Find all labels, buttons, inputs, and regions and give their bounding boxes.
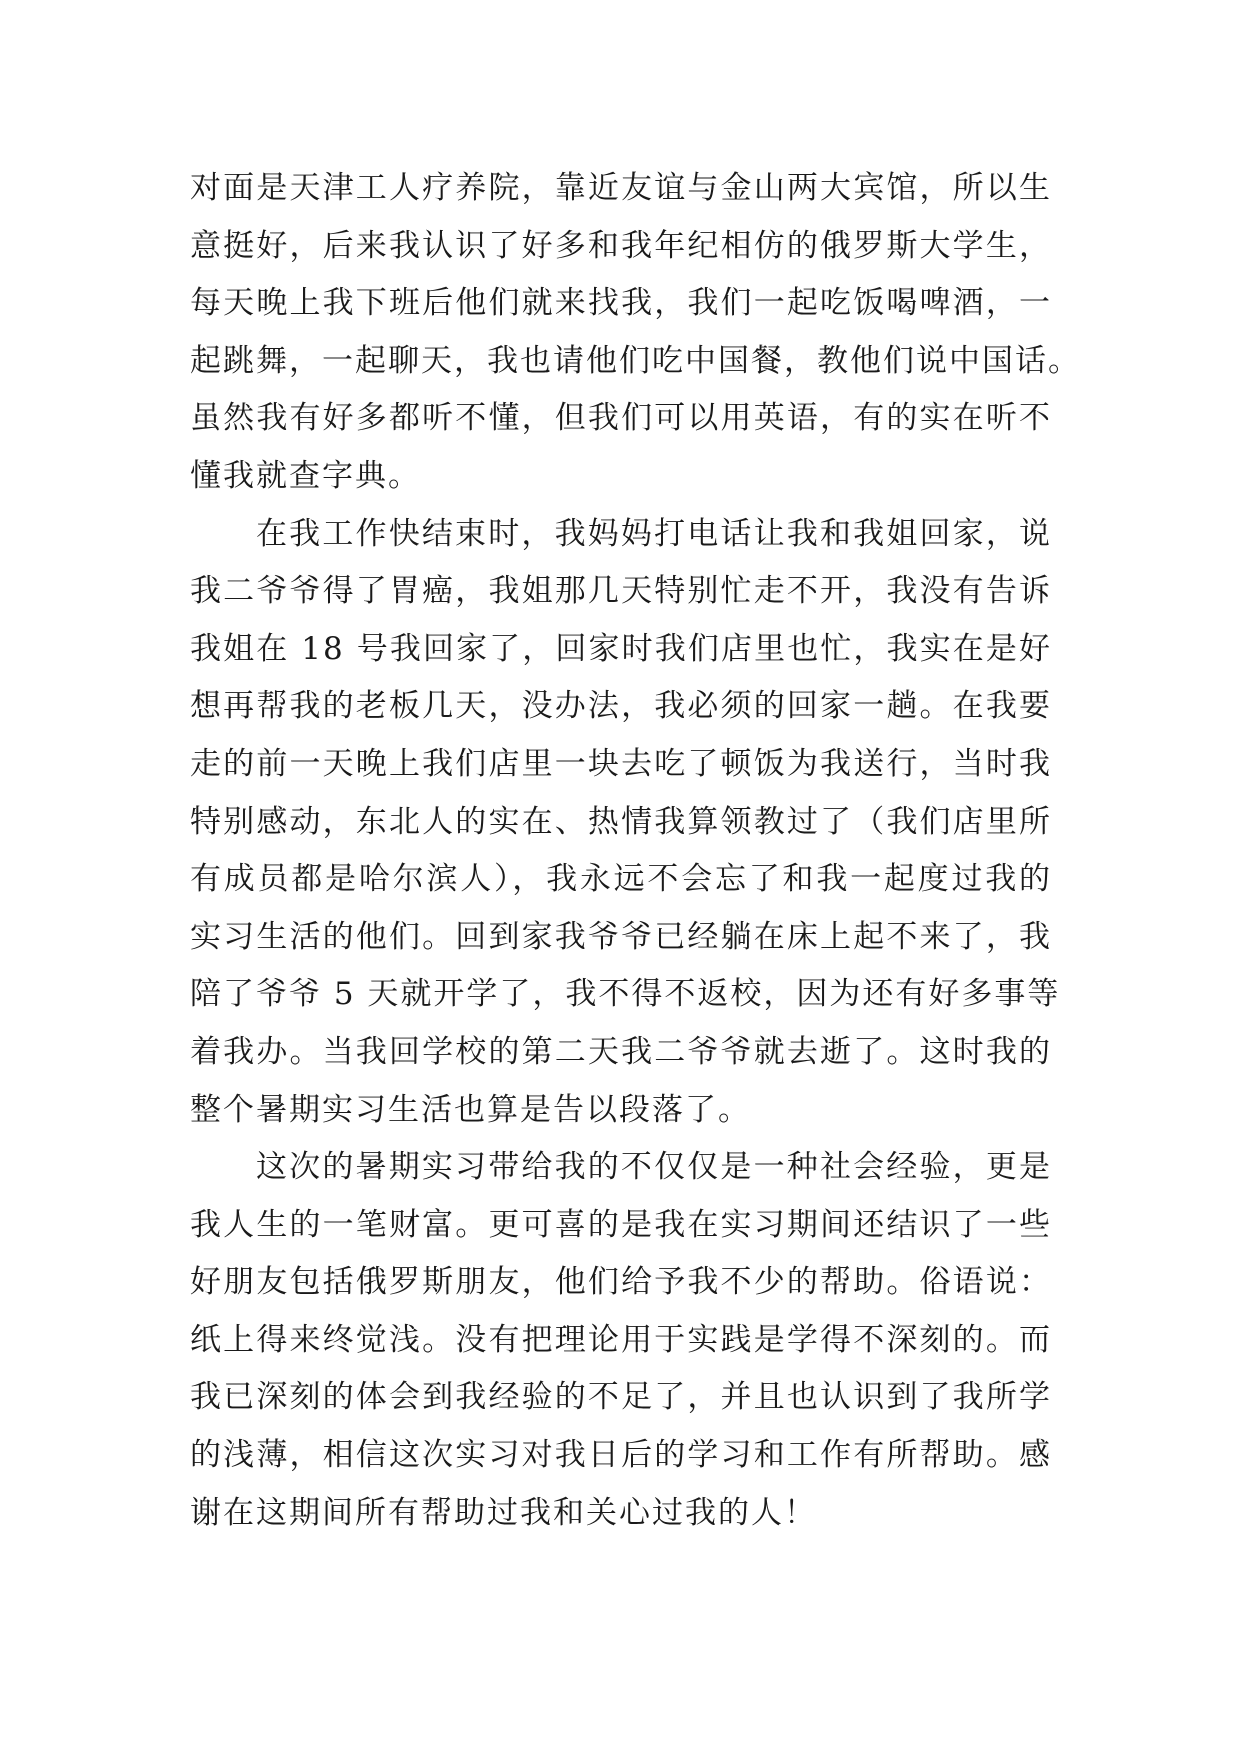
text-line: 陪了爷爷 5 天就开学了，我不得不返校，因为还有好多事等 bbox=[190, 976, 1061, 1013]
text-line: 想再帮我的老板几天，没办法，我必须的回家一趟。在我要 bbox=[190, 688, 1052, 725]
text-line: 每天晚上我下班后他们就来找我，我们一起吃饭喝啤酒，一 bbox=[190, 285, 1052, 322]
paragraph-3 bbox=[190, 1139, 1052, 1542]
text-line: 谢在这期间所有帮助过我和关心过我的人！ bbox=[190, 1494, 817, 1531]
paragraph-2 bbox=[190, 506, 1061, 1140]
text-line: 我已深刻的体会到我经验的不足了，并且也认识到了我所学 bbox=[190, 1379, 1052, 1416]
text-line: 有成员都是哈尔滨人），我永远不会忘了和我一起度过我的 bbox=[190, 861, 1052, 898]
text-line: 意挺好，后来我认识了好多和我年纪相仿的俄罗斯大学生， bbox=[190, 227, 1052, 264]
body-text bbox=[190, 160, 1081, 1542]
text-line: 整个暑期实习生活也算是告以段落了。 bbox=[190, 1091, 751, 1128]
text-line: 我人生的一笔财富。更可喜的是我在实习期间还结识了一些 bbox=[190, 1206, 1052, 1243]
text-line: 懂我就查字典。 bbox=[190, 457, 421, 494]
text-line: 实习生活的他们。回到家我爷爷已经躺在床上起不来了，我 bbox=[190, 918, 1052, 955]
text-line: 我二爷爷得了胃癌，我姐那几天特别忙走不开，我没有告诉 bbox=[190, 573, 1052, 610]
text-line: 的浅薄，相信这次实习对我日后的学习和工作有所帮助。感 bbox=[190, 1437, 1052, 1474]
text-line: 起跳舞，一起聊天，我也请他们吃中国餐，教他们说中国话。 bbox=[190, 342, 1081, 379]
text-line: 着我办。当我回学校的第二天我二爷爷就去逝了。这时我的 bbox=[190, 1033, 1052, 1070]
text-line: 虽然我有好多都听不懂，但我们可以用英语，有的实在听不 bbox=[190, 400, 1052, 437]
text-line: 特别感动，东北人的实在、热情我算领教过了（我们店里所 bbox=[190, 803, 1052, 840]
text-line: 我姐在 18 号我回家了，回家时我们店里也忙，我实在是好 bbox=[190, 630, 1052, 667]
text-line: 对面是天津工人疗养院，靠近友谊与金山两大宾馆，所以生 bbox=[190, 170, 1052, 206]
text-line: 好朋友包括俄罗斯朋友，他们给予我不少的帮助。俗语说： bbox=[190, 1264, 1052, 1301]
text-line: 这次的暑期实习带给我的不仅仅是一种社会经验，更是 bbox=[256, 1149, 1052, 1186]
text-line: 走的前一天晚上我们店里一块去吃了顿饭为我送行，当时我 bbox=[190, 745, 1052, 782]
text-line: 在我工作快结束时，我妈妈打电话让我和我姐回家，说 bbox=[256, 515, 1052, 552]
text-line: 纸上得来终觉浅。没有把理论用于实践是学得不深刻的。而 bbox=[190, 1321, 1052, 1358]
paragraph-1 bbox=[190, 160, 1081, 506]
